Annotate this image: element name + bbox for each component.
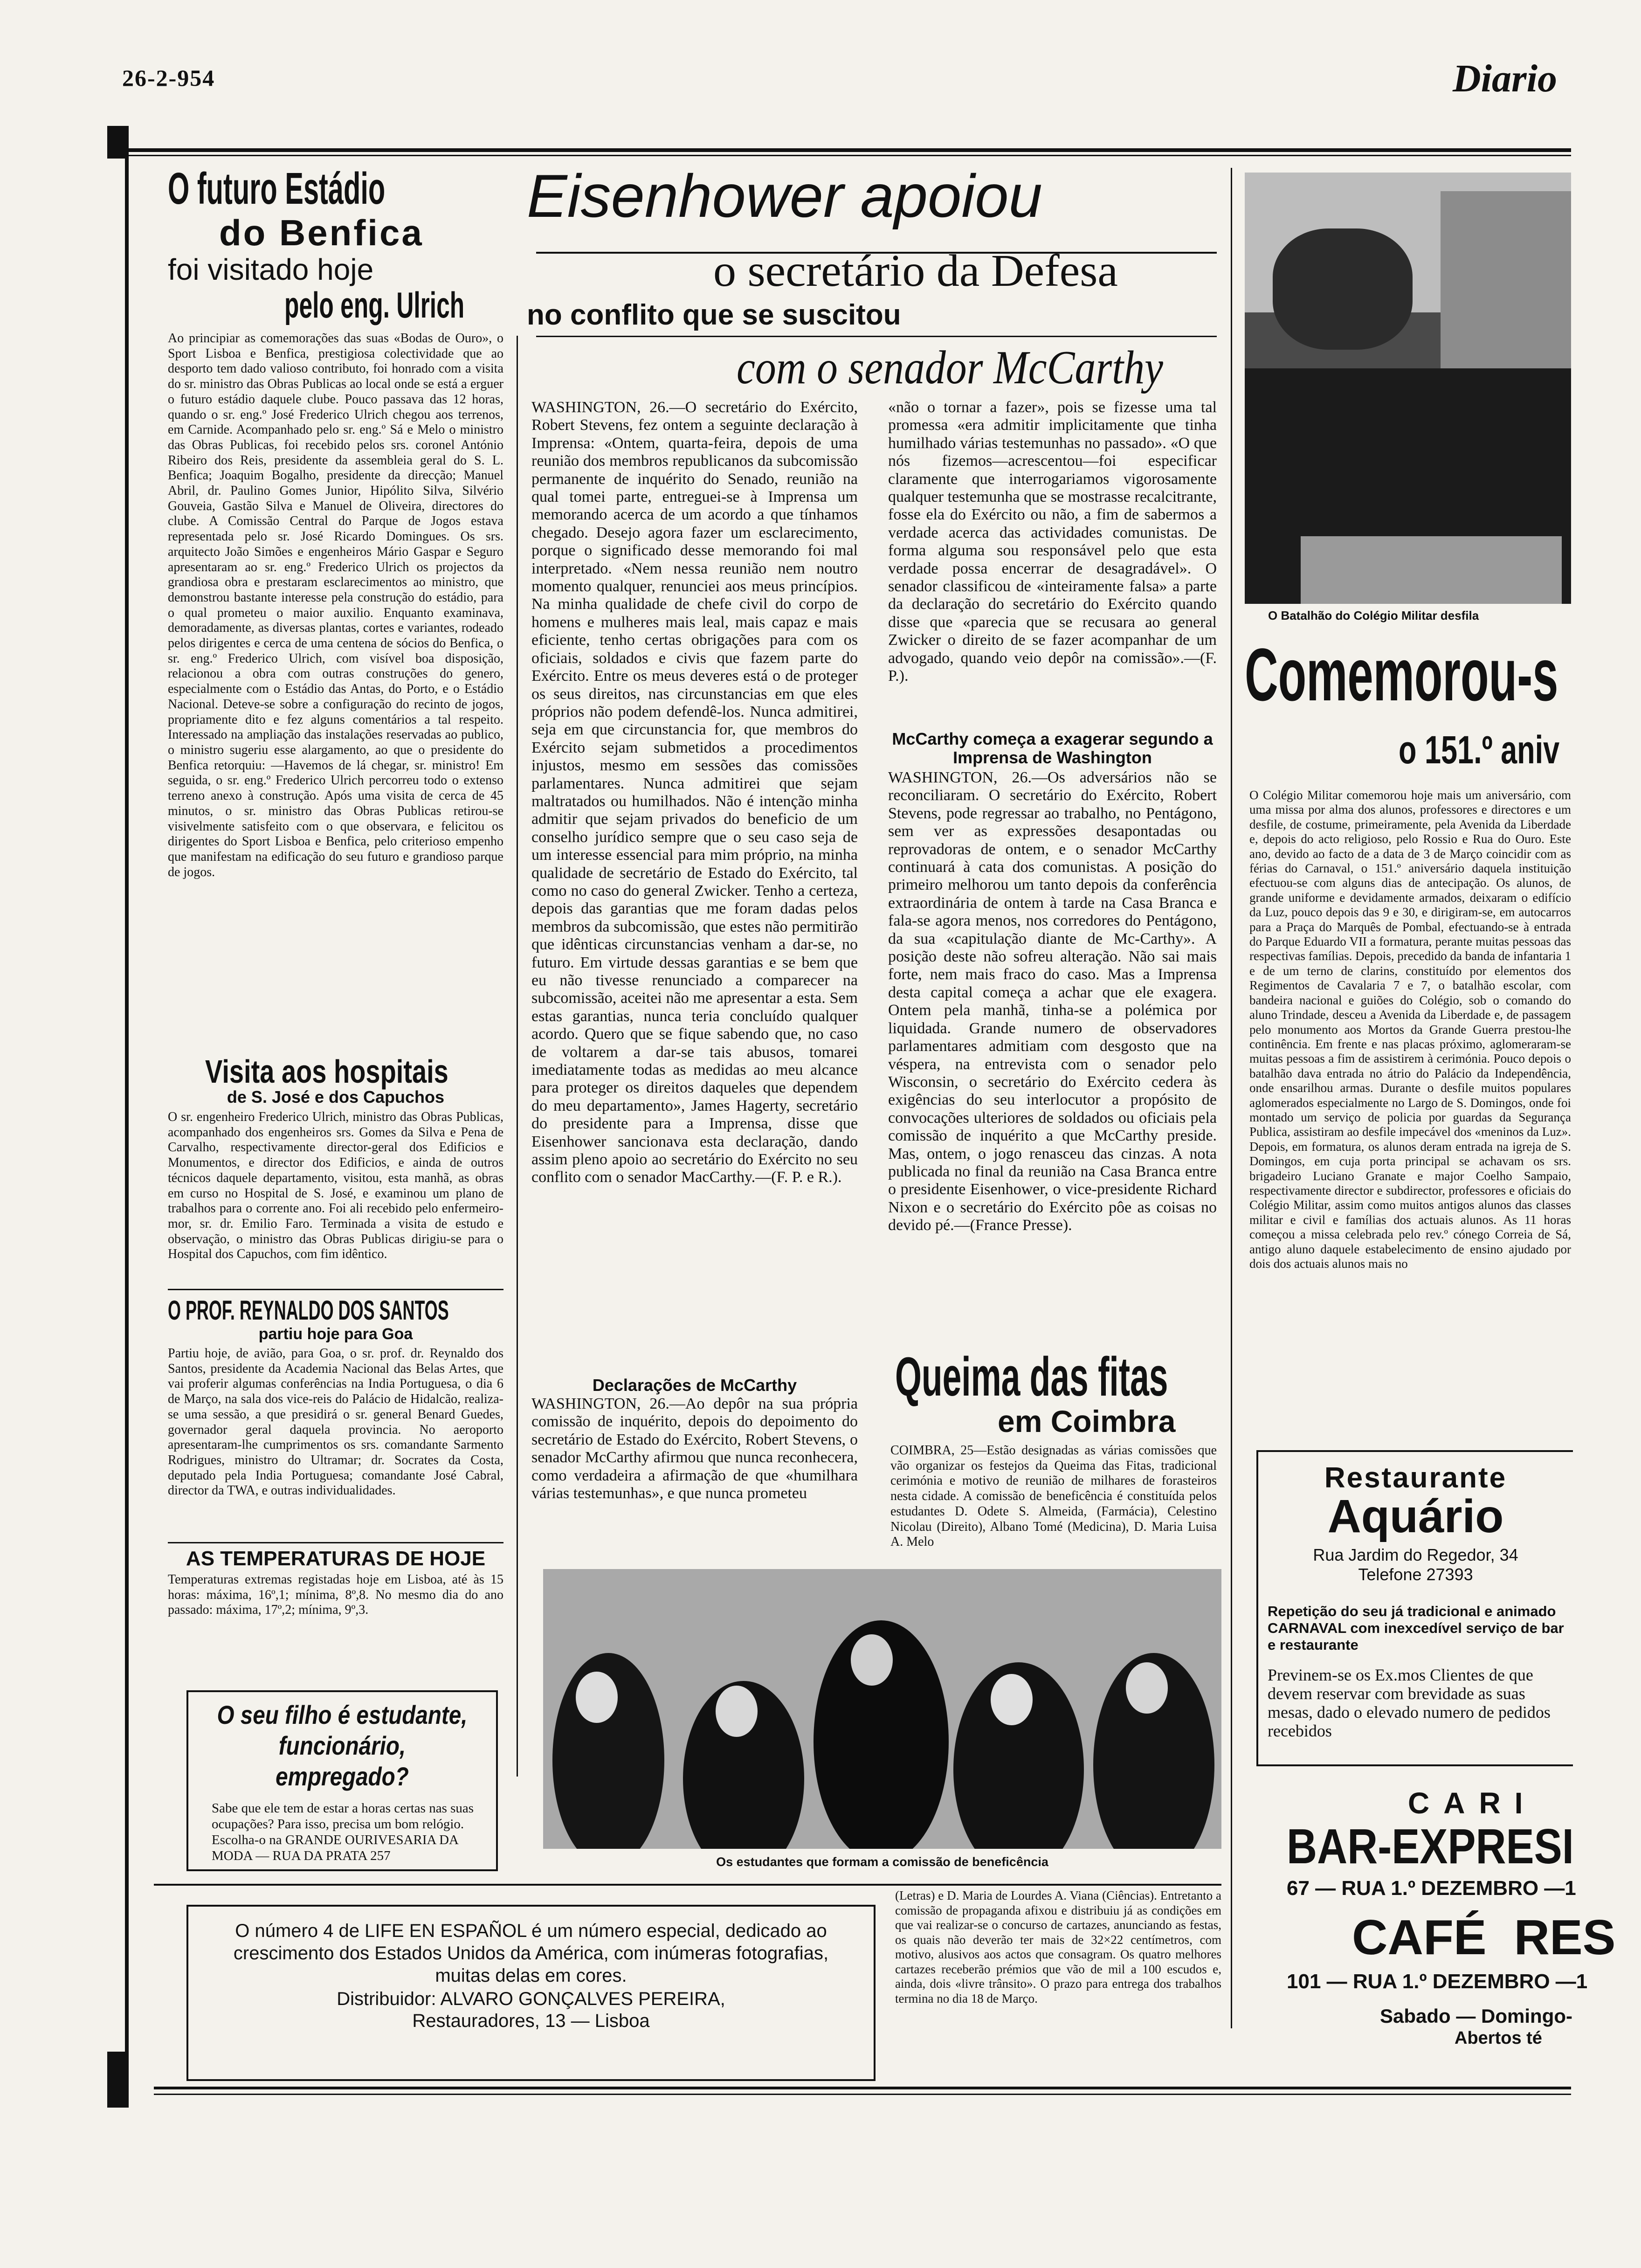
student-face bbox=[1126, 1662, 1168, 1714]
left-black-block bbox=[107, 126, 129, 159]
left-rule bbox=[125, 159, 129, 2070]
col-divider-2 bbox=[1231, 168, 1232, 2028]
building bbox=[1441, 191, 1571, 378]
benfica-headline-2: do Benfica bbox=[219, 212, 424, 253]
student-face bbox=[991, 1674, 1033, 1725]
mccarthy-exagerar-body: WASHINGTON, 26.—Os adversários não se reconciliaram. O secretário do Exército, Robert Stevens, pode regressar ao trabalho, no Pentágono, sem ver as expressões desapontadas ou reprovadoras de ontem, e o senador McCarthy continuará à cata dos comunistas. A posição do primeiro melhorou um tanto depois da conferência extraordinária de ontem à tarde na Casa Branca e fala-se agora menos, nos corredores do Pentágono, da sua «capitulação diante de Mc-Carthy». A posição deste não sofreu alteração. Não sai mais forte, nem mais fraco do caso. Mas a Imprensa desta capital começa a achar que ele exagera. Ontem pela manhã, tinha-se a polémica por liquidada. Grande numero de observadores parlamentares admitiam com desgosto que na véspera, na entrevista com o senador pelo Wisconsin, o secretário do Exército cedera às exigências do seu interlocutor a propósito de convocações ulteriores de soldados ou oficiais pela comissão de inquérito a que McCarthy preside. Mas, ontem, o jogo renasceu das cinzas. A nota publicada no final da reunião na Casa Branca entre o presidente Eisenhower, o vice-presidente Richard Nixon e o secretário do Exército pôe as coisas no devido pé.—(France Presse). bbox=[888, 769, 1217, 1234]
students-photo bbox=[543, 1569, 1221, 1849]
benfica-headline-1: O futuro Estádio bbox=[168, 164, 386, 214]
jeweller-ad bbox=[186, 1690, 498, 1871]
temperatures-body: Temperaturas extremas registadas hoje em Lisboa, até às 15 horas: máxima, 16º,1; mínima, 8º,8. No mesmo dia do ano passado: máxima, 17º,2; mínima, 9º,3. bbox=[168, 1572, 503, 1618]
cafe-address: 101 — RUA 1.º DEZEMBRO —1 bbox=[1287, 1970, 1588, 1993]
mccarthy-exagerar-headline: McCarthy começa a exagerar segundo a Imprensa de Washington bbox=[892, 729, 1213, 767]
ad-separator bbox=[154, 1884, 1221, 1886]
bottom-rule bbox=[154, 2087, 1571, 2089]
hospitals-subhead: de S. José e dos Capuchos bbox=[227, 1087, 445, 1106]
eisenhower-headline: Eisenhower apoiou bbox=[527, 162, 1042, 230]
life-ad-text: O número 4 de LIFE EN ESPAÑOL é um número especial, dedicado ao crescimento dos Estados Unidos da América, com inúmeras fotografias, muitas delas em cores. bbox=[233, 1921, 829, 1986]
top-rule bbox=[107, 148, 1571, 152]
life-ad-distributor: Distribuidor: ALVARO GONÇALVES PEREIRA, bbox=[337, 1989, 725, 2009]
student-face bbox=[576, 1672, 618, 1723]
sep-1 bbox=[168, 1289, 503, 1290]
declaracoes-body: WASHINGTON, 26.—Ao depôr na sua própria comissão de inquérito, depois do depoimento do secretário de Estado do Exército, Robert Stevens, o senador McCarthy afirmou que nunca reconhecera, como verdadeira a afirmação de que «humilhara várias testemunhas», e que nunca prometeu bbox=[531, 1395, 858, 1502]
restaurante-phone: Telefone 27393 bbox=[1358, 1565, 1473, 1584]
aniversario-subhead: o 151.º aniv bbox=[1399, 728, 1560, 772]
temperatures-headline: AS TEMPERATURAS DE HOJE bbox=[186, 1547, 486, 1570]
trees bbox=[1273, 228, 1413, 350]
declaracoes-headline: Declarações de McCarthy bbox=[592, 1376, 797, 1395]
eisenhower-text-a: WASHINGTON, 26.—O secretário do Exército, Robert Stevens, fez ontem a seguinte declaração à Imprensa: «Ontem, quarta-feira, depois de uma reunião dos membros republicanos da subcomissão permanente de inquérito do Senado, reunião na qual tomei parte, entreguei-se à Imprensa um memorando acerca de um acordo a que tínhamos chegado. Desejo agora fazer um esclarecimento, porque o significado desse memorando foi mal interpretado. «Nem nessa reunião nem noutro momento qualquer, renunciei aos meus princípios. Na minha qualidade de chefe civil do corpo de homens e mulheres mais leal, mais capaz e mais eficiente, tenho certas obrigações para com os oficiais, soldados e civis que fazem parte do Exército. Entre os meus deveres está o de proteger os seus direitos, nas circunstancias em que eles próprios não podem defendê-los. Nunca admitirei, seja em que circunstancia for, que membros do Exército sejam submetidos a procedimentos injustos, mesmo em sessões das comissões parlamentares. Nunca admitirei que sejam maltratados ou humilhados. Não é intenção minha admitir que sejam privados do beneficio de um conselho jurídico sempre que o seu caso seja de um interesse essencial para mim próprio, na minha qualidade de secretário de Estado do Exército, tal como no caso do general Zwicker. Tenho a certeza, depois das garantias que me foram dadas pelos membros da subcomissão, que estes não permitirão que idênticas circunstancias venham a dar-se, no futuro. Em virtude dessas garantias e se bem que eu não tivesse renunciado a comparecer na subcomissão, aceitei não me apresentar a esta. Sem estas garantias, nunca teria concluído qualquer acordo. Quero que se fique sabendo que, no caso de voltarem a dar-se tais abusos, tomarei imediatamente todas as medidas ao meu alcance para proteger os direitos daqueles que dependem do meu departamento», James Hagerty, secretário do presidente para a Imprensa, disse que Eisenhower sancionava esta declaração, dando assim pleno apoio ao secretário do Exército no seu conflito com o senador MacCarthy.—(F. P. e R.). bbox=[531, 399, 858, 1186]
queima-subhead: em Coimbra bbox=[998, 1404, 1176, 1438]
eisenhower-text-b: «não o tornar a fazer», pois se fizesse uma tal promessa «era admitir implicitamente que tinha humilhado várias testemunhas no passado». «O que nós fizemos—acrescentou—foi especificar claramente que interrogariamos vigorosamente qualquer testemunha que se mostrasse recalcitrante, fosse ela do Exército ou não, a fim de sabermos a verdade acerca das actividades comunistas. De forma alguma sou responsável pelo que esta verdade possa encerrar de desagradável». O senador classificou de «inteiramente falsa» a parte da declaração do secretário do Exército quando disse que «parecia que se recusara ao general Zwicker o direito de se fazer acompanhar de um advogado, quando veio depôr na comissão».—(F. P.). bbox=[888, 399, 1217, 685]
queima-headline: Queima das fitas bbox=[895, 1346, 1168, 1408]
defesa-headline: o secretário da Defesa bbox=[713, 246, 1118, 296]
sep-2 bbox=[168, 1542, 503, 1543]
jeweller-ad-headline: O seu filho é estudante, funcionário, empregado? bbox=[217, 1700, 468, 1791]
reynaldo-body: Partiu hoje, de avião, para Goa, o sr. prof. dr. Reynaldo dos Santos, presidente da Academia Nacional das Belas Artes, que vai proferir algumas conferências na India Portuguesa, o dia 6 de Março, na sala dos vice-reis do Palácio de Hidalcão, realiza-se uma sessão, a que presidirá o sr. general Benard Guedes, governador geral daquela provincia. No aeroporto apresentaram-lhe cumprimentos os srs. comandante Sarmento Rodrigues, ministro do Ultramar; dr. Socrates da Costa, deputado pela India Portuguesa; comandante José Cabral, director da TWA, e outras individualidades. bbox=[168, 1346, 503, 1498]
masthead: Diario bbox=[1452, 57, 1557, 100]
top-rule-thin bbox=[107, 155, 1571, 156]
students-photo-caption: Os estudantes que formam a comissão de beneficência bbox=[716, 1855, 1048, 1869]
reynaldo-headline: O PROF. REYNALDO DOS SANTOS bbox=[168, 1295, 449, 1326]
restaurante-aquario-ad bbox=[1256, 1450, 1573, 1766]
restaurante-label: Restaurante bbox=[1324, 1462, 1507, 1494]
eisenhower-body-b bbox=[888, 399, 1217, 1342]
queima-continued: (Letras) e D. Maria de Lourdes A. Viana (Ciências). Entretanto a comissão de propaganda afixou e distribuiu já as condições em que vai realizar-se o concurso de cartazes, anunciando as festas, os quais não deverão ter mais de 32×22 centímetros, com motivo, alusivos aos actos que consagram. Os quatro melhores cartazes receberão prémios que vão de mil a 100 escudos e, ainda, dois «livre trânsito». O prazo para entrega dos trabalhos termina no dia 18 de Março. bbox=[895, 1888, 1221, 2005]
benfica-article bbox=[168, 163, 503, 1618]
hospitals-body: O sr. engenheiro Frederico Ulrich, ministro das Obras Publicas, acompanhado dos engenheiros srs. Gomes da Silva e Pena de Carvalho, respectivamente director-geral dos Edificios e Monumentos, e director dos Edificios, e ainda de outros técnicos daquele departamento, visitou, esta manhã, as obras em curso no Hospital de S. José, e examinou um plano de trabalhos para o corrente ano. Foi ali recebido pelo enfermeiro-mor, sr. dr. Emilio Faro. Terminada a visita de estudo e observação, o ministro das Obras Publicas dirigiu-se para o Hospital dos Capuchos, com fim idêntico. bbox=[168, 1110, 503, 1262]
col-divider-1 bbox=[517, 336, 518, 1777]
opening-days: Sabado — Domingo- bbox=[1380, 2005, 1572, 2027]
jeweller-ad-body: Sabe que ele tem de estar a horas certas nas suas ocupações? Para isso, precisa um bom relógio. Escolha-o na GRANDE OURIVESARIA DA MODA — RUA DA PRATA 257 bbox=[212, 1801, 474, 1863]
life-ad bbox=[186, 1905, 876, 2081]
life-ad-address: Restauradores, 13 — Lisboa bbox=[412, 2011, 650, 2031]
conflito-headline: no conflito que se suscitou bbox=[527, 299, 901, 331]
reynaldo-subhead: partiu hoje para Goa bbox=[258, 1325, 413, 1343]
benfica-body: Ao principiar as comemorações das suas «Bodas de Ouro», o Sport Lisboa e Benfica, prestigiosa colectividade que ao desporto tem dado valioso contributo, foi honrado com a visita do sr. ministro das Obras Publicas ao local onde se está a erguer o futuro estádio daquele clube. Pouco passava das 12 horas, quando o sr. eng.º José Frederico Ulrich chegou aos terrenos, em Carnide. Acompanhado pelo sr. eng.º Sá e Melo o ministro das Obras Publicas, foi recebido pelos srs. coronel António Ribeiro dos Reis, presidente da assembleia geral do S. L. Benfica; Joaquim Bogalho, presidente da direcção; Manuel Abril, dr. Paulino Gomes Junior, Hipólito Silva, Silvério Gouveia, Gastão Silva e Manuel de Oliveira, directores do clube. A Comissão Central do Parque de Jogos estava representada pelo sr. José Ricardo Domingues. Os srs. arquitecto João Simões e engenheiros Mário Gaspar e Seguro apresentaram ao sr. eng.º Frederico Ulrich os projectos da grandiosa obra e prestaram esclarecimentos ao ministro, que demonstrou bastante interesse pela construção do estádio, para o qual prometeu o maior auxilio. Enquanto examinava, demoradamente, as diversas plantas, cortes e variantes, rodeado pelos dirigentes e cerca de uma centena de sócios do Benfica, o sr. eng.º Frederico Ulrich, com visível boa disposição, relacionou a obra com outras construções do genero, especialmente com o Estádio das Antas, do Porto, e o Estádio Nacional. Deteve-se sobre a configuração do recinto de jogos, propriamente dito e fez alguns comentários a tal respeito. Interessado na ampliação das instalações reservadas ao publico, o ministro sugeriu esse alargamento, ao que o presidente do Benfica retorquiu: —Havemos de lá chegar, sr. ministro! Em seguida, o sr. eng.º Frederico Ulrich percorreu todo o extenso terreno anexo à construção. Após uma visita de cerca de 45 minutos, o sr. ministro das Obras Publicas retirou-se visivelmente satisfeito com o que observara, e felicitou os dirigentes do Sport Lisboa e Benfica, pelo criterioso empenho que manifestam na edificação do seu futuro e grandioso parque de jogos. bbox=[168, 331, 503, 879]
hospitals-headline: Visita aos hospitais bbox=[205, 1053, 448, 1090]
student-face bbox=[851, 1634, 893, 1686]
road bbox=[1301, 536, 1562, 604]
restaurante-address: Rua Jardim do Regedor, 34 bbox=[1313, 1545, 1518, 1564]
eisenhower-body-a bbox=[531, 399, 858, 1535]
bottom-black-block bbox=[107, 2052, 129, 2108]
colegio-photo-caption: O Batalhão do Colégio Militar desfila bbox=[1268, 608, 1479, 622]
benfica-headline-4: pelo eng. Ulrich bbox=[284, 284, 465, 325]
opening-hours: Abertos té bbox=[1455, 2028, 1542, 2048]
colegio-militar-photo bbox=[1245, 173, 1571, 604]
reservation-notice: Previnem-se os Ex.mos Clientes de que devem reservar com brevidade as suas mesas, dado o elevado numero de pedidos recebidos bbox=[1268, 1666, 1551, 1740]
comemorou-headline: Comemorou-s bbox=[1245, 633, 1558, 716]
bar-express-name: BAR-EXPRESI bbox=[1287, 1819, 1574, 1874]
benfica-headline-3: foi visitado hoje bbox=[168, 253, 374, 286]
student-face bbox=[716, 1686, 758, 1737]
carnaval-notice: Repetição do seu já tradicional e animado CARNAVAL com inexcedível serviço de bar e restaurante bbox=[1268, 1603, 1564, 1653]
comemorou-body: O Colégio Militar comemorou hoje mais um aniversário, com uma missa por alma dos alunos, professores e directores e um desfile, de costume, primeiramente, pela Avenida da Liberdade e, depois do acto religioso, pelo Rossio e Rua do Ouro. Este ano, devido ao facto de a data de 3 de Março coincidir com as férias do Carnaval, o 151.º aniversário daquela instituição efectuou-se com alguns dias de antecipação. Os alunos, de grande uniforme e devidamente armados, deixaram o edifício da Luz, pouco depois das 9 e 30, e dirigiram-se, em autocarros para a Praça do Marquês de Pombal, efectuando-se à entrada do Parque Eduardo VII a formatura, perante muitas pessoas das respectivas famílias. Depois, precedido da banda de infantaria 1 e de um terno de clarins, constituído por elementos dos Regimentos de Cavalaria 7 e 7, o batalhão escolar, com bandeira nacional e guiões do Colégio, sob o comando do aluno Trindade, desceu a Avenida da Liberdade e, de passagem pelo monumento aos Mortos da Grande Guerra prestou-lhe continência. Em frente e nas placas próximo, aglomeraram-se muitas pessoas a fim de assistirem à cerimónia. Pouco depois o batalhão dava entrada no átrio do Palácio da Independência, onde ensarilhou armas. Durante o desfile muitos populares aglomerados especialmente no Largo de S. Domingos, onde foi montado um serviço de policia por guardas da Segurança Publica, assistiram ao desfile impecável dos «meninos da Luz». Depois, em formatura, os alunos deram entrada na igreja de S. Domingos, em cuja porta principal se achavam os srs. brigadeiro Luciano Granate e major Coelho Sampaio, respectivamente director e subdirector, professores e oficiais do Colégio Militar, assim como muitos antigos alunos das classes militar e civil e famílias dos actuais alunos. As 11 horas começou a missa celebrada pelo rev.º cónego Correia de Sá, antigo aluno daquele estabelecimento de ensino ajudado por dois dos actuais alunos mais no bbox=[1249, 788, 1571, 1271]
queima-body: COIMBRA, 25—Estão designadas as várias comissões que vão organizar os festejos da Queima das Fitas, tradicional cerimónia e motivo de reunião de milhares de forasteiros nesta cidade. A comissão de beneficência é constituída pelos estudantes D. Odete S. Almeida, (Farmácia), Celestino Nicolau (Direito), Albano Tomé (Medicina), D. Maria Luisa A. Melo bbox=[890, 1443, 1217, 1549]
bottom-rule-thin bbox=[154, 2094, 1571, 2095]
aquario-name: Aquário bbox=[1327, 1490, 1504, 1542]
car-title: CARI bbox=[1408, 1786, 1537, 1820]
issue-date: 26-2-954 bbox=[122, 65, 215, 91]
mid-rule2 bbox=[536, 336, 1217, 337]
bar-express-address: 67 — RUA 1.º DEZEMBRO —1 bbox=[1287, 1877, 1576, 1900]
mccarthy-headline: com o senador McCarthy bbox=[737, 341, 1163, 394]
cafe-name: CAFÉ RES bbox=[1352, 1910, 1616, 1965]
